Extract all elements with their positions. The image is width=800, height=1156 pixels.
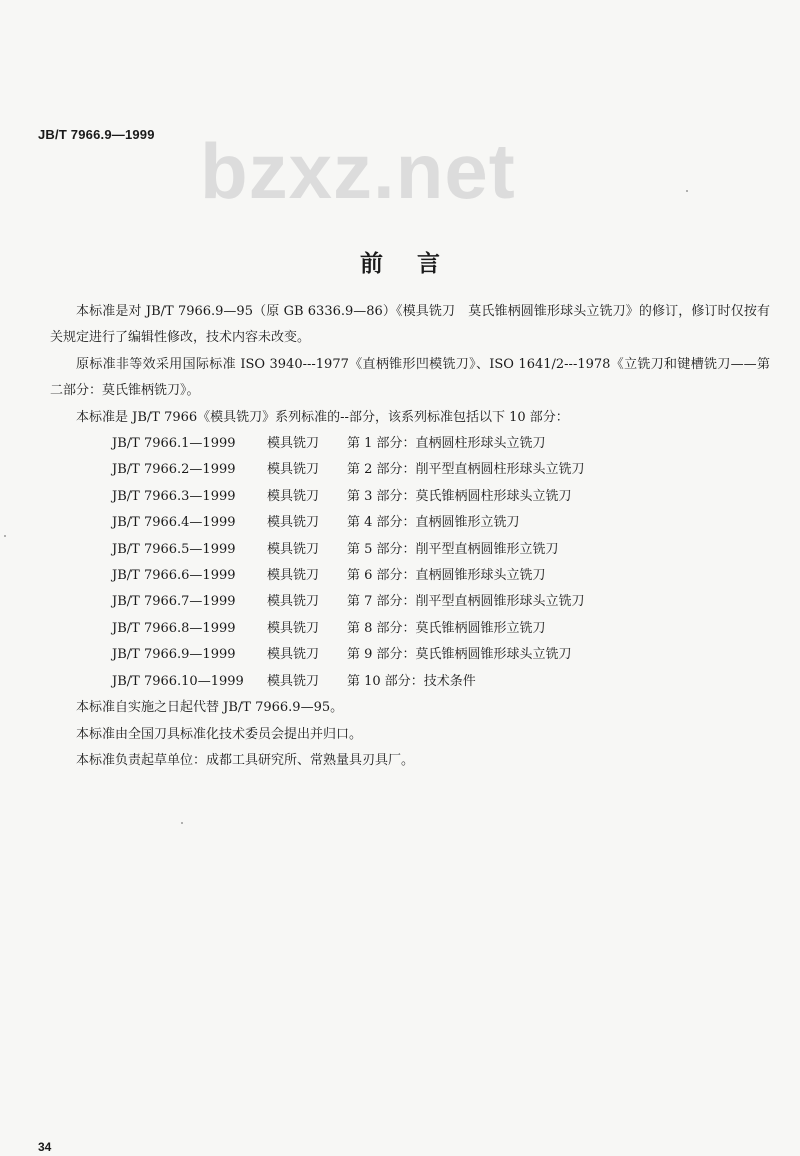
part-series: 模具铣刀 — [267, 515, 320, 531]
foreword-body — [50, 299, 770, 774]
list-item — [112, 669, 770, 695]
standard-code-header: JB/T 7966.9—1999 — [38, 127, 155, 142]
part-series: 模具铣刀 — [267, 462, 320, 478]
part-series: 模具铣刀 — [267, 647, 320, 663]
part-code: JB/T 7966.9—1999 — [112, 647, 236, 663]
part-code: JB/T 7966.6—1999 — [112, 568, 236, 584]
list-item — [112, 563, 770, 589]
part-series: 模具铣刀 — [267, 673, 320, 689]
list-item — [112, 537, 770, 563]
part-code: JB/T 7966.7—1999 — [112, 594, 236, 610]
paragraph-revision: 本标准是对 JB/T 7966.9—95（原 GB 6336.9—86）《模具铣刀 莫氏锥柄圆锥形球头立铣刀》的修订，修订时仅按有关规定进行了编辑性修改，技术内容未改变。 — [50, 304, 770, 346]
part-title: 第 5 部分：削平型直柄圆锥形立铣刀 — [347, 541, 559, 557]
part-title: 第 4 部分：直柄圆锥形立铣刀 — [347, 515, 520, 531]
list-item — [112, 457, 770, 483]
list-item — [112, 642, 770, 668]
paragraph-drafters: 本标准负责起草单位：成都工具研究所、常熟量具刃具厂。 — [76, 752, 415, 768]
part-code: JB/T 7966.1—1999 — [112, 436, 236, 452]
part-code: JB/T 7966.10—1999 — [112, 673, 244, 689]
section-title: 前言 — [360, 251, 474, 277]
part-title: 第 7 部分：削平型直柄圆锥形球头立铣刀 — [347, 594, 585, 610]
part-title: 第 2 部分：削平型直柄圆柱形球头立铣刀 — [347, 462, 585, 478]
part-title: 第 3 部分：莫氏锥柄圆柱形球头立铣刀 — [347, 488, 572, 504]
paragraph-replaces: 本标准自实施之日起代替 JB/T 7966.9—95。 — [76, 700, 344, 716]
page-number: 34 — [38, 1140, 52, 1154]
part-series: 模具铣刀 — [267, 620, 320, 636]
part-series: 模具铣刀 — [267, 594, 320, 610]
part-code: JB/T 7966.3—1999 — [112, 488, 236, 504]
part-code: JB/T 7966.8—1999 — [112, 620, 236, 636]
part-code: JB/T 7966.5—1999 — [112, 541, 236, 557]
part-title: 第 9 部分：莫氏锥柄圆锥形球头立铣刀 — [347, 647, 572, 663]
paragraph-iso-reference: 原标准非等效采用国际标准 ISO 3940---1977《直柄锥形凹模铣刀》、ISO 1641/2---1978《立铣刀和键槽铣刀——第二部分：莫氏锥柄铣刀》。 — [50, 356, 770, 399]
list-item — [112, 431, 770, 457]
scan-speck — [686, 190, 688, 192]
part-code: JB/T 7966.2—1999 — [112, 462, 236, 478]
watermark-text: bzxz.net — [200, 127, 516, 215]
paragraph-series-intro: 本标准是 JB/T 7966《模具铣刀》系列标准的--部分，该系列标准包括以下 10 部分： — [76, 409, 569, 425]
part-title: 第 10 部分：技术条件 — [347, 673, 476, 689]
series-parts-list — [50, 431, 770, 695]
list-item — [112, 589, 770, 615]
part-title: 第 8 部分：莫氏锥柄圆锥形立铣刀 — [347, 620, 546, 636]
part-title: 第 6 部分：直柄圆锥形球头立铣刀 — [347, 568, 546, 584]
part-code: JB/T 7966.4—1999 — [112, 515, 236, 531]
part-series: 模具铣刀 — [267, 541, 320, 557]
scan-speck — [181, 822, 183, 824]
part-series: 模具铣刀 — [267, 568, 320, 584]
part-series: 模具铣刀 — [267, 488, 320, 504]
part-title: 第 1 部分：直柄圆柱形球头立铣刀 — [347, 436, 546, 452]
paragraph-proposer: 本标准由全国刀具标准化技术委员会提出并归口。 — [76, 726, 363, 742]
scan-speck — [4, 535, 6, 537]
part-series: 模具铣刀 — [267, 436, 320, 452]
list-item — [112, 484, 770, 510]
list-item — [112, 616, 770, 642]
list-item — [112, 510, 770, 536]
